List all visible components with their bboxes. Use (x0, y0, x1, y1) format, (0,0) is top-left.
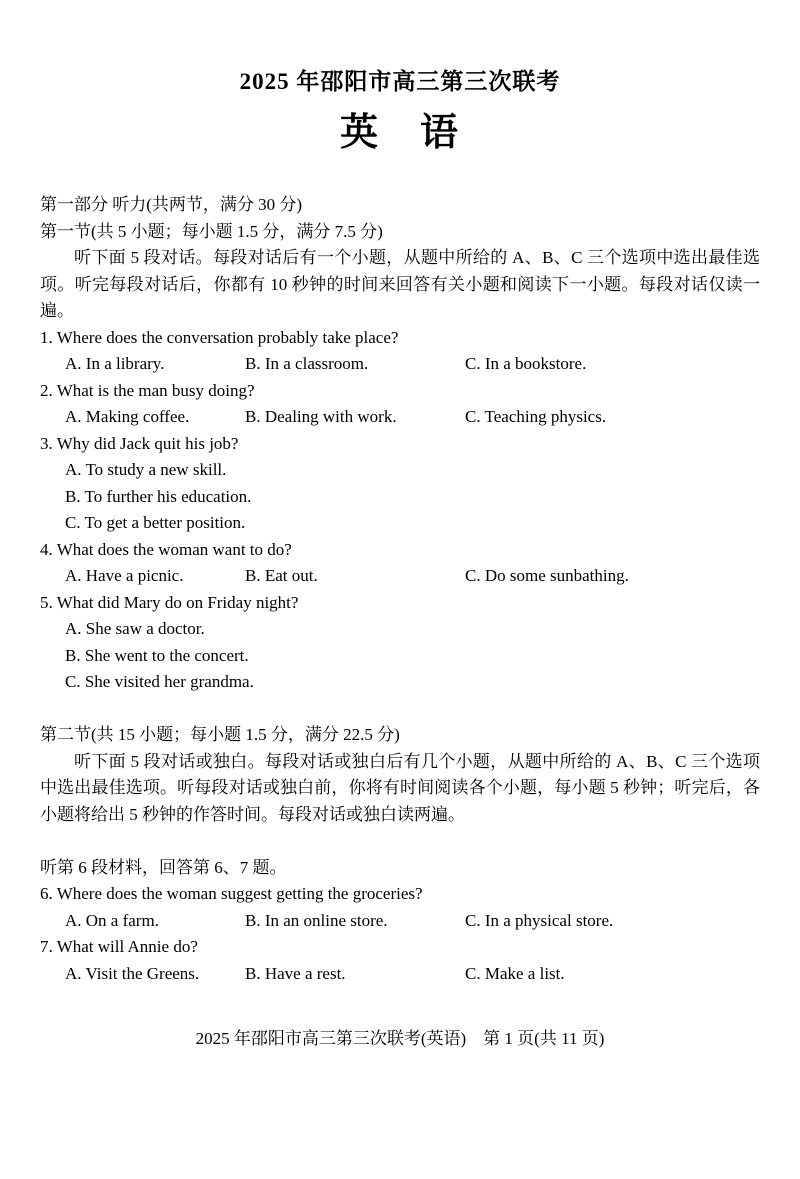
question-text (40, 378, 760, 405)
question-number: 2. (40, 380, 53, 400)
question-6 (40, 881, 760, 934)
question-stem: What will Annie do? (56, 937, 198, 956)
options-row (40, 961, 760, 988)
question-3 (40, 431, 760, 537)
option-a: A. Making coffee. (65, 407, 190, 426)
spacer (40, 828, 760, 855)
option-c: C. Do some sunbathing. (465, 566, 629, 585)
option-b: B. She went to the concert. (65, 645, 249, 665)
question-2 (40, 378, 760, 431)
option-a: A. Have a picnic. (65, 566, 184, 585)
question-number: 4. (40, 539, 53, 559)
option-b: B. Have a rest. (245, 963, 346, 983)
question-5 (40, 590, 760, 696)
question-text (40, 590, 760, 617)
page-footer: 2025 年邵阳市高三第三次联考(英语) 第 1 页(共 11 页) (195, 1029, 605, 1048)
question-text (40, 431, 760, 458)
part1-heading: 第一部分 听力(共两节，满分 30 分) (40, 195, 303, 214)
option-a: A. On a farm. (65, 910, 159, 930)
question-stem: Why did Jack quit his job? (56, 433, 239, 453)
question-7 (40, 934, 760, 987)
subject-title: 英 语 (339, 112, 460, 154)
option-b: B. To further his education. (65, 486, 252, 506)
option-a: A. In a library. (65, 354, 165, 373)
question-text (40, 934, 760, 961)
option-a: A. To study a new skill. (65, 460, 227, 479)
question-stem: What does the woman want to do? (56, 539, 292, 559)
option-b: B. Dealing with work. (245, 407, 397, 426)
section1-heading: 第一节(共 5 小题；每小题 1.5 分，满分 7.5 分) (40, 221, 383, 241)
section2-heading: 第二节(共 15 小题；每小题 1.5 分，满分 22.5 分) (40, 725, 400, 744)
material-6-7-prompt: 听第 6 段材料，回答第 6、7 题。 (40, 857, 287, 877)
question-number: 3. (40, 433, 53, 453)
question-stem: What is the man busy doing? (56, 380, 255, 400)
question-text (40, 881, 760, 908)
question-stem: Where does the woman suggest getting the groceries? (56, 884, 423, 903)
spacer (40, 696, 760, 723)
section1-instructions: 听下面 5 段对话。每段对话后有一个小题，从题中所给的 A、B、C 三个选项中选出最佳选项。听完每段对话后，你都有 10 秒钟的时间来回答有关小题和阅读下一小题。每段对话仅读一遍。 (40, 248, 760, 320)
question-stem: Where does the conversation probably take place? (56, 327, 399, 347)
option-c: C. Make a list. (465, 963, 565, 983)
question-stem: What did Mary do on Friday night? (56, 592, 299, 612)
options-row (40, 351, 760, 378)
option-a: A. She saw a doctor. (65, 619, 205, 638)
options-row (40, 563, 760, 590)
option-b: B. In a classroom. (245, 354, 369, 373)
option-b: B. In an online store. (245, 910, 388, 930)
question-number: 1. (40, 327, 53, 347)
option-c: C. To get a better position. (65, 513, 246, 532)
document-body (40, 192, 760, 987)
options-row (40, 404, 760, 431)
option-c: C. She visited her grandma. (65, 672, 254, 691)
question-4 (40, 537, 760, 590)
question-number: 6. (40, 884, 53, 903)
option-a: A. Visit the Greens. (65, 963, 200, 983)
option-b: B. Eat out. (245, 566, 318, 585)
option-c: C. Teaching physics. (465, 407, 607, 426)
question-number: 7. (40, 937, 53, 956)
question-text (40, 537, 760, 564)
exam-title: 2025 年邵阳市高三第三次联考 (239, 69, 561, 94)
option-c: C. In a bookstore. (465, 354, 587, 373)
question-1 (40, 325, 760, 378)
question-number: 5. (40, 592, 53, 612)
question-text (40, 325, 760, 352)
section2-instructions: 听下面 5 段对话或独白。每段对话或独白后有几个小题，从题中所给的 A、B、C 三个选项中选出最佳选项。听每段对话或独白前，你将有时间阅读各个小题，每小题 5 秒钟；听完后，各小题将给出 5 秒钟的作答时间。每段对话或独白读两遍。 (40, 751, 760, 824)
options-row (40, 908, 760, 935)
option-c: C. In a physical store. (465, 910, 614, 930)
